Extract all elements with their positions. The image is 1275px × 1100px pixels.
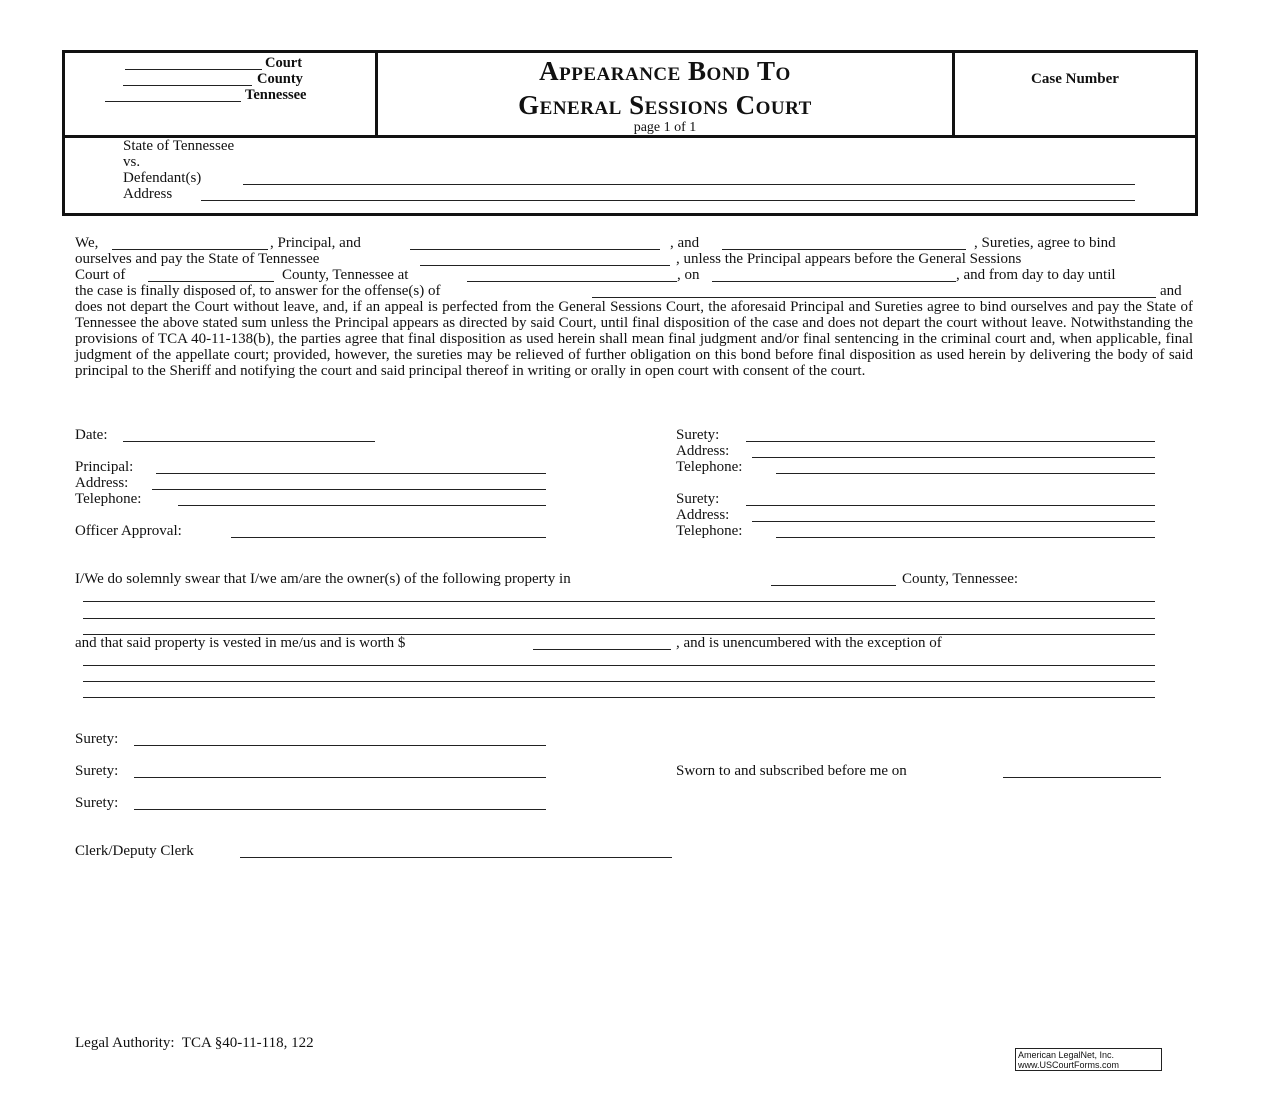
bond-line4b: and — [1160, 283, 1182, 299]
affidavit-surety1-field[interactable] — [134, 745, 546, 746]
bond-line3d: , and from day to day until — [956, 267, 1116, 283]
title-cell — [378, 53, 952, 135]
affidavit-surety3-field[interactable] — [134, 809, 546, 810]
surety2-name-field[interactable] — [722, 249, 966, 250]
affidavit-surety1-label: Surety: — [75, 731, 119, 747]
surety2-telephone-label: Telephone: — [676, 523, 743, 539]
court-name-line[interactable] — [125, 69, 262, 70]
officer-approval-field[interactable] — [231, 537, 546, 538]
encumbrance-line[interactable] — [83, 681, 1155, 682]
principal-signature-field[interactable] — [156, 473, 546, 474]
bond-line3c: , on — [677, 267, 700, 283]
defendant-label: Defendant(s) — [123, 170, 202, 186]
bond-line3b: County, Tennessee at — [282, 267, 409, 283]
defendant-address-field[interactable] — [201, 200, 1135, 201]
bond-line2a: ourselves and pay the State of Tennessee — [75, 251, 320, 267]
bond-line4a: the case is finally disposed of, to answer for the offense(s) of — [75, 283, 441, 299]
surety2-address-field[interactable] — [752, 521, 1155, 522]
sworn-date-field[interactable] — [1003, 777, 1161, 778]
state-label: Tennessee — [245, 87, 307, 103]
officer-approval-label: Officer Approval: — [75, 523, 182, 539]
property-value-field[interactable] — [533, 649, 671, 650]
property-description-line[interactable] — [83, 618, 1155, 619]
bond-terms-paragraph: does not depart the Court without leave, and, if an appeal is perfected from the General Sessions Court, the aforesaid Principal and Sureties agree to bind ourselves and pay the State of Tennessee the above stated sum unless the Principal appears as directed by said Court, until final disposition of the case and does not depart the court without leave. Notwithstanding the provisions of TCA 40-11-138(b), the parties agree that final disposition as used herein shall mean final judgment and/or final sentencing in the criminal court and, when applicable, final judgment of the appellate court; provided, however, the sureties may be relieved of further obligation on this bond before final disposition as used herein by delivering the body of said principal to the Sheriff and notifying the court and said principal thereof in writing or orally in open court with consent of the court. — [75, 299, 1193, 379]
state-name-line[interactable] — [105, 101, 241, 102]
property-county-field[interactable] — [771, 585, 896, 586]
affidavit-surety3-label: Surety: — [75, 795, 119, 811]
address-label: Address — [123, 186, 173, 202]
legal-authority: Legal Authority: TCA §40-11-118, 122 — [75, 1035, 314, 1051]
offense-field[interactable] — [592, 297, 1156, 298]
publisher-name: American LegalNet, Inc. — [1018, 1050, 1115, 1060]
case-number-label: Case Number — [1031, 71, 1119, 87]
encumbrance-line[interactable] — [83, 697, 1155, 698]
clerk-signature-field[interactable] — [240, 857, 672, 858]
date-label: Date: — [75, 427, 108, 443]
bond-line3a: Court of — [75, 267, 126, 283]
header-row — [65, 53, 1195, 138]
publisher-url: www.USCourtForms.com — [1018, 1060, 1120, 1070]
affidavit-surety2-field[interactable] — [134, 777, 546, 778]
court-info-cell — [65, 53, 378, 135]
principal-telephone-field[interactable] — [178, 505, 546, 506]
appearance-date-field[interactable] — [712, 281, 956, 282]
principal-address-field[interactable] — [152, 489, 546, 490]
property-swear-text: I/We do solemnly swear that I/we am/are the owner(s) of the following property in — [75, 571, 571, 587]
bond-amount-field[interactable] — [420, 265, 670, 266]
bond-and: , and — [670, 235, 700, 251]
form-title-line1: Appearance Bond To — [539, 56, 791, 86]
page-info: page 1 of 1 — [633, 120, 697, 135]
principal-name-field[interactable] — [112, 249, 268, 250]
publisher-badge — [1015, 1048, 1162, 1071]
principal-address-label: Address: — [75, 475, 129, 491]
property-description-line[interactable] — [83, 601, 1155, 602]
surety1-label: Surety: — [676, 427, 720, 443]
encumbrance-line[interactable] — [83, 665, 1155, 666]
county-label: County — [257, 71, 303, 87]
form-header — [62, 50, 1198, 216]
property-county-suffix: County, Tennessee: — [902, 571, 1019, 587]
bond-principal-and: , Principal, and — [270, 235, 361, 251]
affidavit-surety2-label: Surety: — [75, 763, 119, 779]
property-vested-text: and that said property is vested in me/us and is worth $ — [75, 635, 406, 651]
bond-we: We, — [75, 235, 99, 251]
surety1-name-field[interactable] — [410, 249, 660, 250]
date-field[interactable] — [123, 441, 375, 442]
surety1-address-field[interactable] — [752, 457, 1155, 458]
surety1-telephone-label: Telephone: — [676, 459, 743, 475]
vs-label: vs. — [123, 154, 141, 170]
defendant-field[interactable] — [243, 184, 1135, 185]
county-name-line[interactable] — [123, 85, 252, 86]
surety1-signature-field[interactable] — [746, 441, 1155, 442]
surety1-address-label: Address: — [676, 443, 730, 459]
surety2-telephone-field[interactable] — [776, 537, 1155, 538]
surety2-address-label: Address: — [676, 507, 730, 523]
sworn-label: Sworn to and subscribed before me on — [676, 763, 907, 779]
surety2-label: Surety: — [676, 491, 720, 507]
principal-telephone-label: Telephone: — [75, 491, 142, 507]
clerk-label: Clerk/Deputy Clerk — [75, 843, 194, 859]
property-exception-text: , and is unencumbered with the exception of — [676, 635, 942, 651]
state-of-tennessee: State of Tennessee — [123, 138, 235, 154]
court-label: Court — [265, 55, 303, 71]
form-title-line2: General Sessions Court — [518, 90, 812, 120]
surety2-signature-field[interactable] — [746, 505, 1155, 506]
bond-sureties-agree: , Sureties, agree to bind — [974, 235, 1116, 251]
bond-line2b: , unless the Principal appears before the General Sessions — [676, 251, 1022, 267]
surety1-telephone-field[interactable] — [776, 473, 1155, 474]
case-number-cell[interactable] — [952, 53, 1195, 135]
court-location-field[interactable] — [467, 281, 677, 282]
principal-label: Principal: — [75, 459, 134, 475]
court-county-field[interactable] — [148, 281, 274, 282]
